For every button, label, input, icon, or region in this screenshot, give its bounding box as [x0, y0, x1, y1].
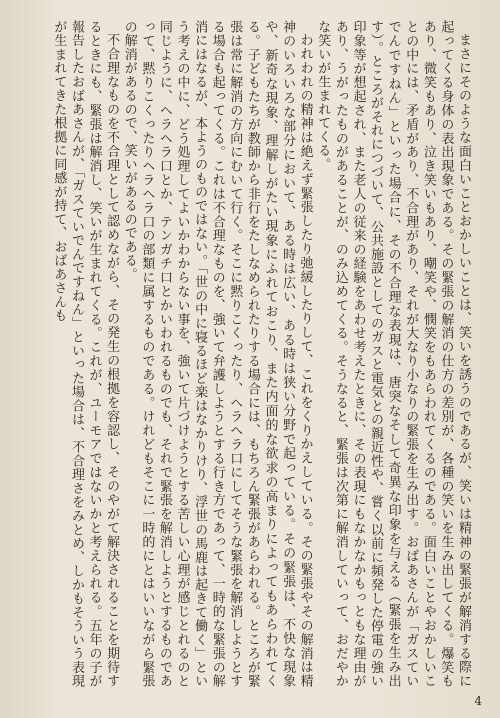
paragraph-2: われわれの精神は絶えず緊張したり弛緩したりして、これをくりかえしている。その緊張やその解消は精神のいろいろな部分において、ある時は広い、ある時は狭い分野で起っている。その緊張は、不快な現象や、新奇な現象、理解しがたい現象にふれておこり、また内面的な欲求の高まりによってもあらわれてくる。子どもたちが教師から非行をたしなめられたりする場合には、もちろん緊張があらわれる。ところが緊張は常に解消の方向にむいて行く。そこに黙りこくったり、ヘラヘラ口にしてそうな緊張を解消しようとする場合も起ってくる。これは不合理なものを、強いて弁護しようとする行き方であって、一時的な緊張の解消にはなるが、本ようのものではない。「世の中に寝るほど楽はなかりけり、浮世の馬鹿は起きて働く」という考えの中に、どう処理してよいかわからない事を、強いて片づけようとする苦しい心理が感じとれるのと同じように、ヘラヘラ口とか、テンガチ口とかいわれるものでも、それで緊張を解消しようとするものであって、黙りこくったりヘラヘラ口の部類に属するものである。けれどもそこに一時的にとはいいながら緊張の解消があるので、笑いがあるのである。	[121, 20, 313, 688]
page-number: 4	[474, 694, 482, 708]
paragraph-1: まさにそのような面白いことおかしいことは、笑いを誘うのであるが、笑いは精神の緊張が解消する際に起ってくる身体の表出現象である。その緊張の解消の仕方の差別が、各種の笑いを生み出してくる。爆笑もあり、微笑もあり、泣き笑いもあり、嘲笑や、憫笑をもあらわれてくるのである。面白いことやおかしいことの中には、矛盾があり、不合理があり、それが大なり小なりの緊張を生み出す。おばあさんが「ガスていでんですねん」といった場合に、その不合理な表現は、唐突なそして奇異な印象を与える（緊張を生み出す）。ところがそれにつづいて、公共施設としてのガスと電気との親近性や、嘗く以前に頻発した停電の強い印象等が想起され、また老人の従来の経験をあわせ考えたときに、その表現にもなかなかもっともな理由があり、うがったものがあることが、のみ込めてくる。そうなると、緊張は次第に解消していって、おだやかな笑いが生まれてくる。	[315, 20, 471, 688]
paragraph-3: 不合理なものを不合理として認めながら、その発生の根拠を容認し、そのやがて解決されることを期待するときにも、緊張は解消し、笑いが生まれてくる。これが、ユーモアではないかと考えられる。五年の子が報告したおばあさんが、「ガスていでんですねん」といった場合は、不合理さをみとめ、しかもそういう表現が生まれてきた根拠に同感が持て、おばあさんも	[51, 20, 120, 688]
vertical-text-body	[34, 20, 472, 688]
